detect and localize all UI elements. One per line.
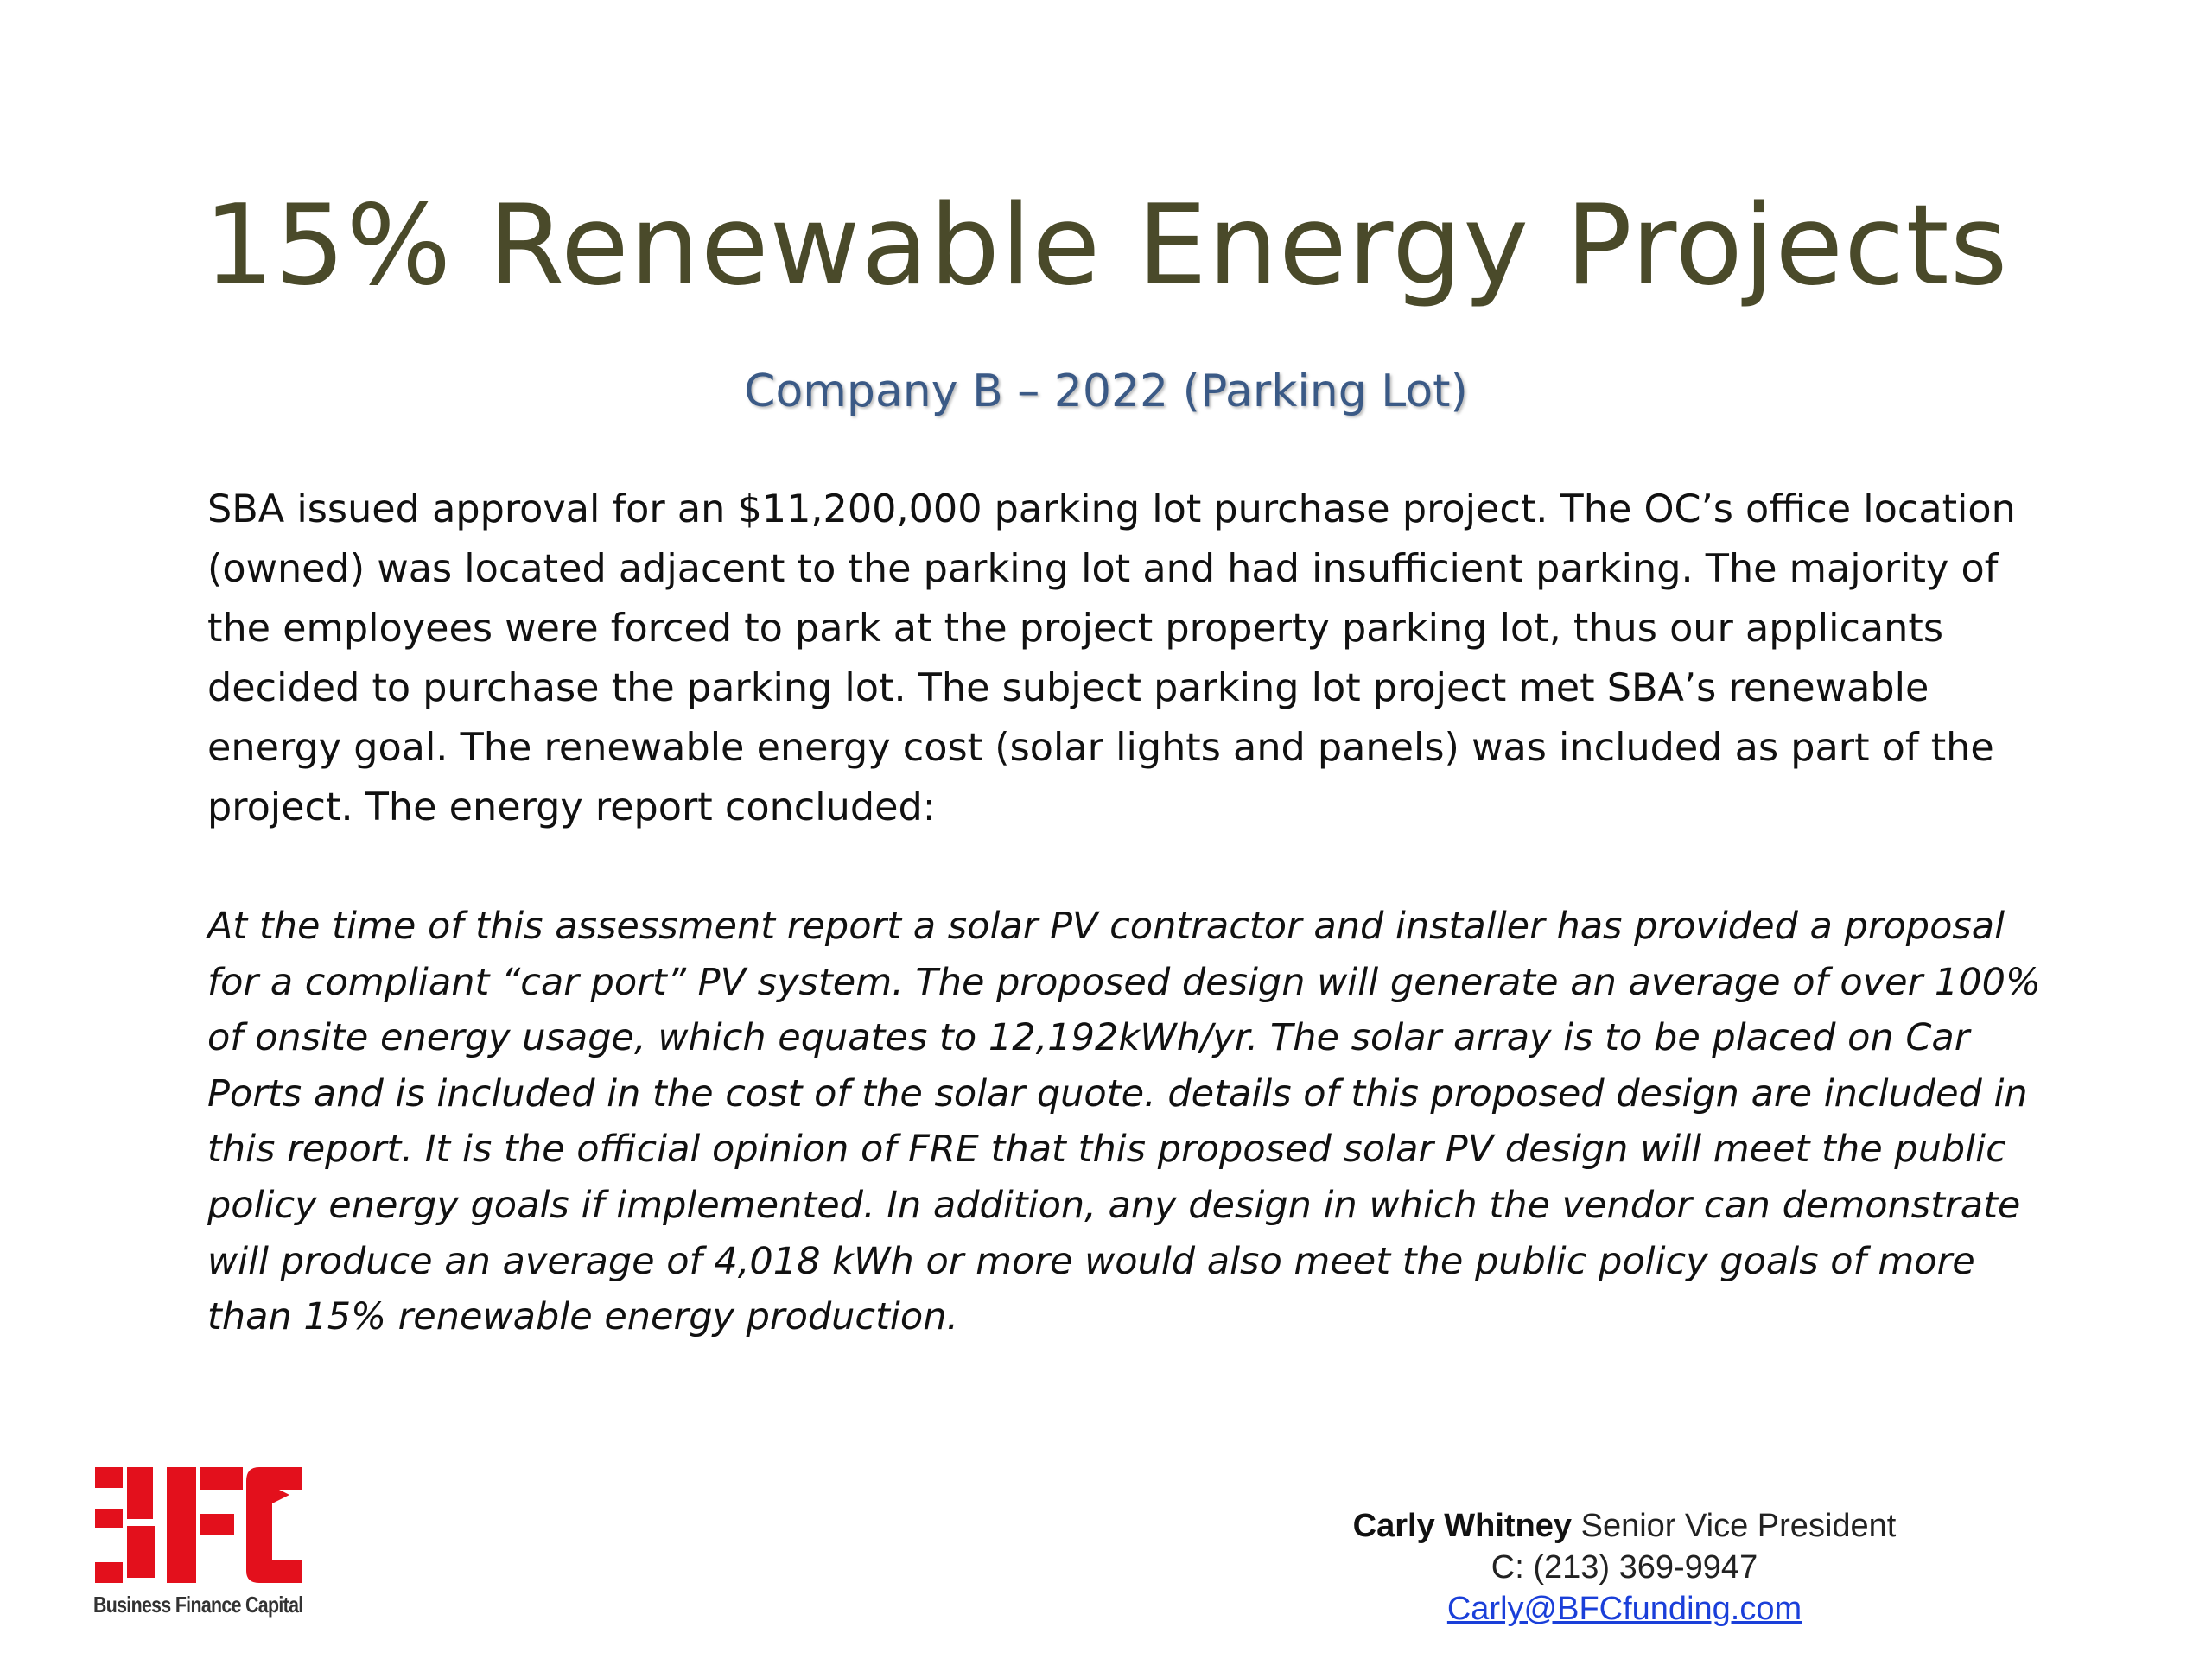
contact-phone: C: (213) 369-9947	[1491, 1549, 1758, 1586]
contact-email-link[interactable]: Carly@BFCfunding.com	[1446, 1591, 1802, 1627]
contact-role: Senior Vice President	[1580, 1508, 1897, 1544]
slide-subtitle: Company B – 2022 (Parking Lot)	[744, 365, 1468, 417]
body-paragraph: SBA issued approval for an $11,200,000 parking lot purchase project. The OC’s office location (owned) was located adjacent to the parking lot and had insufficient parking. The majority of the employees were forced to park at the project property parking lot, thus our applicants decided to purchase the parking lot. The subject parking lot project met SBA’s renewable energy goal. The renewable energy cost (solar lights and panels) was included as part of the project. The energy report concluded:	[207, 487, 2016, 830]
logo-company-name: Business Finance Capital	[93, 1592, 303, 1618]
slide-title: 15% Renewable Energy Projects	[203, 181, 2009, 310]
contact-line-name	[1279, 1505, 1970, 1547]
contact-block	[1279, 1505, 1970, 1630]
report-quote: At the time of this assessment report a solar PV contractor and installer has provided a proposal for a compliant “car port” PV system. The proposed design will generate an average of over 100% of onsite energy usage, which equates to 12,192kWh/yr. The solar array is to be placed on Car Ports and is included in the cost of the solar quote. details of this proposed design are included in this report. It is the official opinion of FRE that this proposed solar PV design will meet the public policy energy goals if implemented. In addition, any design in which the vendor can demonstrate will produce an average of 4,018 kWh or more would also meet the public policy goals of more than 15% renewable energy production.	[207, 905, 2041, 1339]
contact-name: Carly Whitney	[1352, 1508, 1573, 1544]
